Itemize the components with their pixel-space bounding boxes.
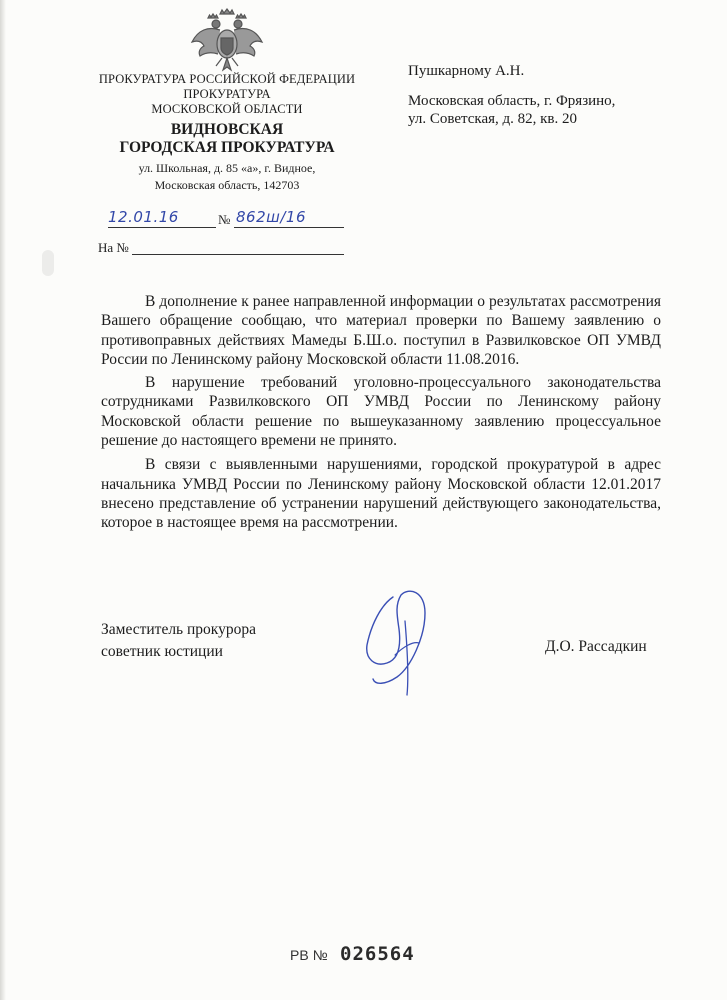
recipient-address: Московская область, г. Фрязино, <box>408 93 616 109</box>
letter-body <box>101 292 661 534</box>
signer-position-line: Заместитель прокурора <box>101 621 256 638</box>
signer-position-line: советник юстиции <box>101 643 223 660</box>
number-sign: № <box>218 212 231 227</box>
signer-position <box>101 619 351 663</box>
sender-address: Московская область, 142703 <box>154 178 300 192</box>
page-edge <box>0 0 6 1000</box>
reference-line <box>98 240 348 258</box>
recipient-address: ул. Советская, д. 82, кв. 20 <box>408 111 577 127</box>
sender-line: ПРОКУРАТУРА <box>183 87 271 101</box>
outgoing-date: 12.01.16 <box>108 208 179 226</box>
sender-name: ВИДНОВСКАЯ <box>170 121 284 138</box>
body-paragraph: В дополнение к ранее направленной информации о результатах рассмотрения Вашего обращение сообщаю, что материал проверки по Вашему заявлению о противоправных действиях Мамеды Б.Ш.о. поступил в Развилковское ОП УМВД России по Ленинскому району Московской области 11.08.2016. <box>101 293 661 368</box>
serial-number: 026564 <box>340 943 415 965</box>
sender-address: ул. Школьная, д. 85 «а», г. Видное, <box>138 161 316 175</box>
form-serial <box>290 943 490 967</box>
punch-hole <box>42 250 54 276</box>
body-paragraph: В связи с выявленными нарушениями, городской прокуратурой в адрес начальника УМВД России по Ленинскому району Московской области 12.01.2017 внесено представление об устранении нарушений действующего законодательства, которое в настоящее время на рассмотрении. <box>101 456 661 532</box>
number-underline <box>234 227 344 228</box>
sender-line: МОСКОВСКОЙ ОБЛАСТИ <box>151 102 303 116</box>
body-paragraph: В нарушение требований уголовно-процессуального законодательства сотрудниками Развилковского ОП УМВД России по Ленинскому району Московской области решение по вышеуказанному заявлению процессуальное решение до настоящего времени не принято. <box>101 374 661 450</box>
date-underline <box>108 227 216 228</box>
recipient-name: Пушкарному А.Н. <box>408 63 525 79</box>
handwritten-signature <box>355 585 455 705</box>
signer-name: Д.О. Рассадкин <box>545 638 647 655</box>
reference-underline <box>132 254 344 255</box>
coat-of-arms-icon <box>190 8 264 74</box>
sender-name: ГОРОДСКАЯ ПРОКУРАТУРА <box>119 139 335 156</box>
reference-label: На № <box>98 240 129 255</box>
recipient-block <box>408 62 708 128</box>
serial-prefix: РВ № <box>290 947 328 963</box>
outgoing-number: 862ш/16 <box>236 208 306 226</box>
outgoing-ref <box>108 208 348 230</box>
sender-block <box>60 72 394 194</box>
sender-line: ПРОКУРАТУРА РОССИЙСКОЙ ФЕДЕРАЦИИ <box>98 72 356 86</box>
